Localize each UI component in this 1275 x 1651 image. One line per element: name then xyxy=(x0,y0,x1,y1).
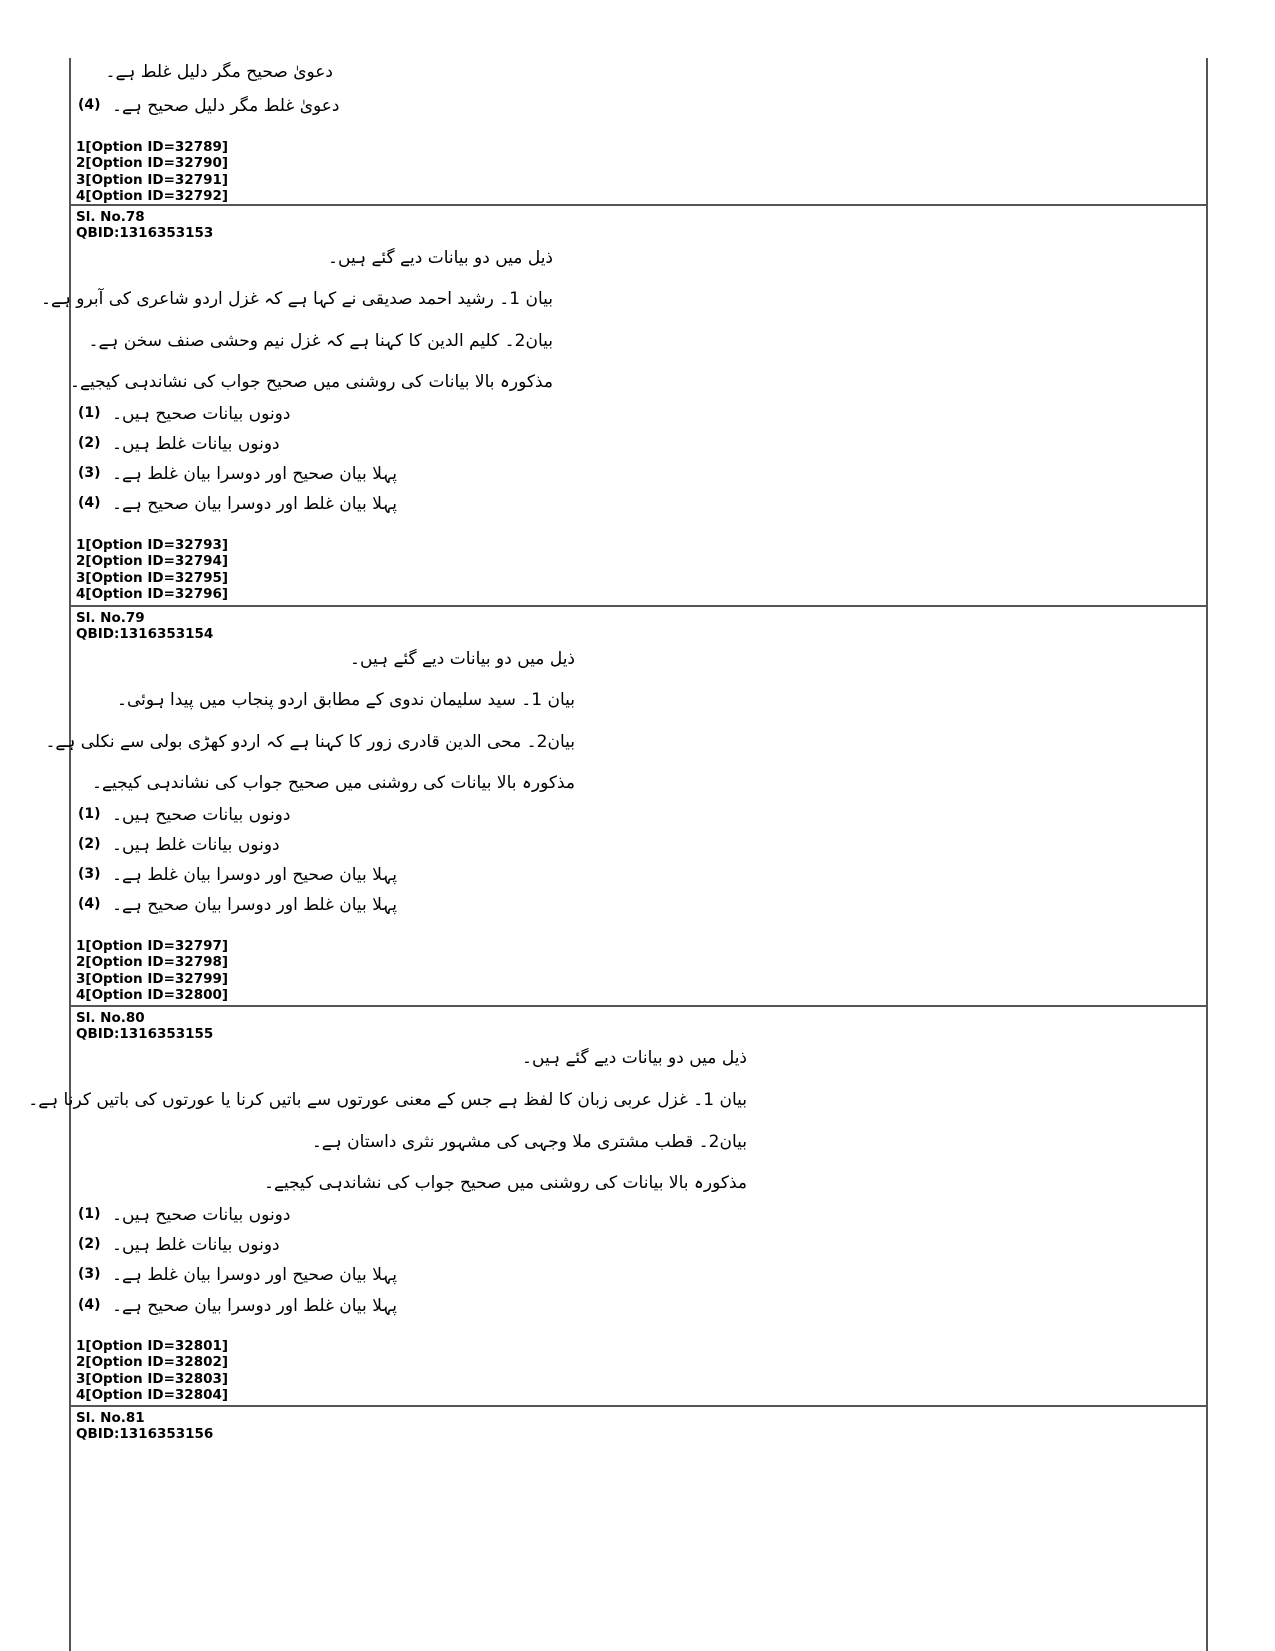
option-text: پہلا بیان صحیح اور دوسرا بیان غلط ہے۔ xyxy=(112,1264,398,1285)
option-4 xyxy=(78,94,340,116)
statement-2: بیان2۔ کلیم الدین کا کہنا ہے کہ غزل نیم وحشی صنف سخن ہے۔ xyxy=(88,331,553,351)
option-1 xyxy=(78,1203,290,1225)
option-number: (4) xyxy=(78,896,101,912)
option-id-list xyxy=(76,139,228,205)
option-2 xyxy=(78,833,280,855)
divider xyxy=(69,1005,1208,1007)
option-text: دونوں بیانات صحیح ہیں۔ xyxy=(112,403,291,424)
option-id-list xyxy=(76,938,228,1004)
serial-number: Sl. No.81 xyxy=(76,1410,145,1426)
option-number: (3) xyxy=(78,1266,101,1282)
statement-2: بیان2۔ محی الدین قادری زور کا کہنا ہے کہ اردو کھڑی بولی سے نکلی ہے۔ xyxy=(45,732,575,752)
option-1 xyxy=(78,402,290,424)
option-text: پہلا بیان صحیح اور دوسرا بیان غلط ہے۔ xyxy=(112,463,398,484)
option-3 xyxy=(78,462,397,484)
option-number: (1) xyxy=(78,405,101,421)
statement-1: بیان 1۔ غزل عربی زبان کا لفظ ہے جس کے معنی عورتوں سے باتیں کرنا یا عورتوں کی باتیں کرنا ہے۔ xyxy=(28,1090,747,1110)
serial-number: Sl. No.79 xyxy=(76,610,145,626)
option-id: 3[Option ID=32791] xyxy=(76,171,229,188)
option-text: دونوں بیانات صحیح ہیں۔ xyxy=(112,1204,291,1225)
option-text: دونوں بیانات غلط ہیں۔ xyxy=(112,834,280,855)
option-id: 3[Option ID=32803] xyxy=(76,1370,229,1387)
option-4 xyxy=(78,893,397,915)
option-text: پہلا بیان غلط اور دوسرا بیان صحیح ہے۔ xyxy=(112,493,398,514)
question-intro: ذیل میں دو بیانات دیے گئے ہیں۔ xyxy=(328,248,553,268)
option-4 xyxy=(78,1294,397,1316)
option-id: 3[Option ID=32799] xyxy=(76,970,229,987)
option-id-list xyxy=(76,1338,228,1404)
option-id: 3[Option ID=32795] xyxy=(76,569,229,586)
option-3-text: دعویٰ صحیح مگر دلیل غلط ہے۔ xyxy=(105,62,333,82)
serial-number: Sl. No.80 xyxy=(76,1010,145,1026)
option-text: دونوں بیانات صحیح ہیں۔ xyxy=(112,804,291,825)
option-id: 1[Option ID=32801] xyxy=(76,1338,229,1354)
divider xyxy=(69,605,1208,607)
option-text: پہلا بیان غلط اور دوسرا بیان صحیح ہے۔ xyxy=(112,1295,398,1316)
qbid: QBID:1316353155 xyxy=(76,1026,214,1042)
question-header xyxy=(76,1010,213,1042)
statement-1: بیان 1۔ رشید احمد صدیقی نے کہا ہے کہ غزل اردو شاعری کی آبرو ہے۔ xyxy=(40,289,553,309)
option-3 xyxy=(78,863,397,885)
question-header xyxy=(76,1410,213,1442)
option-number: (3) xyxy=(78,866,101,882)
option-id-list xyxy=(76,537,228,603)
option-1 xyxy=(78,803,290,825)
qbid: QBID:1316353154 xyxy=(76,626,214,642)
option-id: 2[Option ID=32794] xyxy=(76,553,229,570)
option-id: 2[Option ID=32790] xyxy=(76,155,229,172)
qbid: QBID:1316353153 xyxy=(76,225,214,241)
option-number: (4) xyxy=(78,495,101,511)
option-number: (3) xyxy=(78,465,101,481)
option-id: 4[Option ID=32800] xyxy=(76,987,229,1004)
option-2 xyxy=(78,1233,280,1255)
option-id: 1[Option ID=32789] xyxy=(76,139,229,155)
qbid: QBID:1316353156 xyxy=(76,1426,214,1442)
option-number: (2) xyxy=(78,836,101,852)
option-text: پہلا بیان غلط اور دوسرا بیان صحیح ہے۔ xyxy=(112,894,398,915)
option-number: (4) xyxy=(78,97,101,113)
instruction: مذکورہ بالا بیانات کی روشنی میں صحیح جواب کی نشاندہی کیجیے۔ xyxy=(92,773,575,793)
option-id: 2[Option ID=32802] xyxy=(76,1354,229,1371)
question-intro: ذیل میں دو بیانات دیے گئے ہیں۔ xyxy=(350,649,575,669)
statement-1: بیان 1۔ سید سلیمان ندوی کے مطابق اردو پنجاب میں پیدا ہوئی۔ xyxy=(117,690,575,710)
option-2 xyxy=(78,432,280,454)
option-number: (2) xyxy=(78,435,101,451)
option-number: (2) xyxy=(78,1236,101,1252)
option-number: (1) xyxy=(78,1206,101,1222)
option-id: 1[Option ID=32797] xyxy=(76,938,229,954)
serial-number: Sl. No.78 xyxy=(76,209,145,225)
option-id: 4[Option ID=32792] xyxy=(76,188,229,205)
instruction: مذکورہ بالا بیانات کی روشنی میں صحیح جواب کی نشاندہی کیجیے۔ xyxy=(264,1173,747,1193)
statement-2: بیان2۔ قطب مشتری ملا وجہی کی مشہور نثری داستان ہے۔ xyxy=(311,1132,747,1152)
option-text: دونوں بیانات غلط ہیں۔ xyxy=(112,1234,280,1255)
divider xyxy=(69,204,1208,206)
option-number: (1) xyxy=(78,806,101,822)
option-id: 2[Option ID=32798] xyxy=(76,954,229,971)
option-id: 4[Option ID=32796] xyxy=(76,586,229,603)
question-header xyxy=(76,610,213,642)
option-3 xyxy=(78,1263,397,1285)
option-text: پہلا بیان صحیح اور دوسرا بیان غلط ہے۔ xyxy=(112,864,398,885)
option-4 xyxy=(78,492,397,514)
option-id: 1[Option ID=32793] xyxy=(76,537,229,553)
option-text: دونوں بیانات غلط ہیں۔ xyxy=(112,433,280,454)
question-intro: ذیل میں دو بیانات دیے گئے ہیں۔ xyxy=(522,1048,747,1068)
option-id: 4[Option ID=32804] xyxy=(76,1387,229,1404)
option-text: دعویٰ غلط مگر دلیل صحیح ہے۔ xyxy=(112,95,340,116)
divider xyxy=(69,1405,1208,1407)
instruction: مذکورہ بالا بیانات کی روشنی میں صحیح جواب کی نشاندہی کیجیے۔ xyxy=(70,372,553,392)
question-header xyxy=(76,209,213,241)
option-number: (4) xyxy=(78,1297,101,1313)
